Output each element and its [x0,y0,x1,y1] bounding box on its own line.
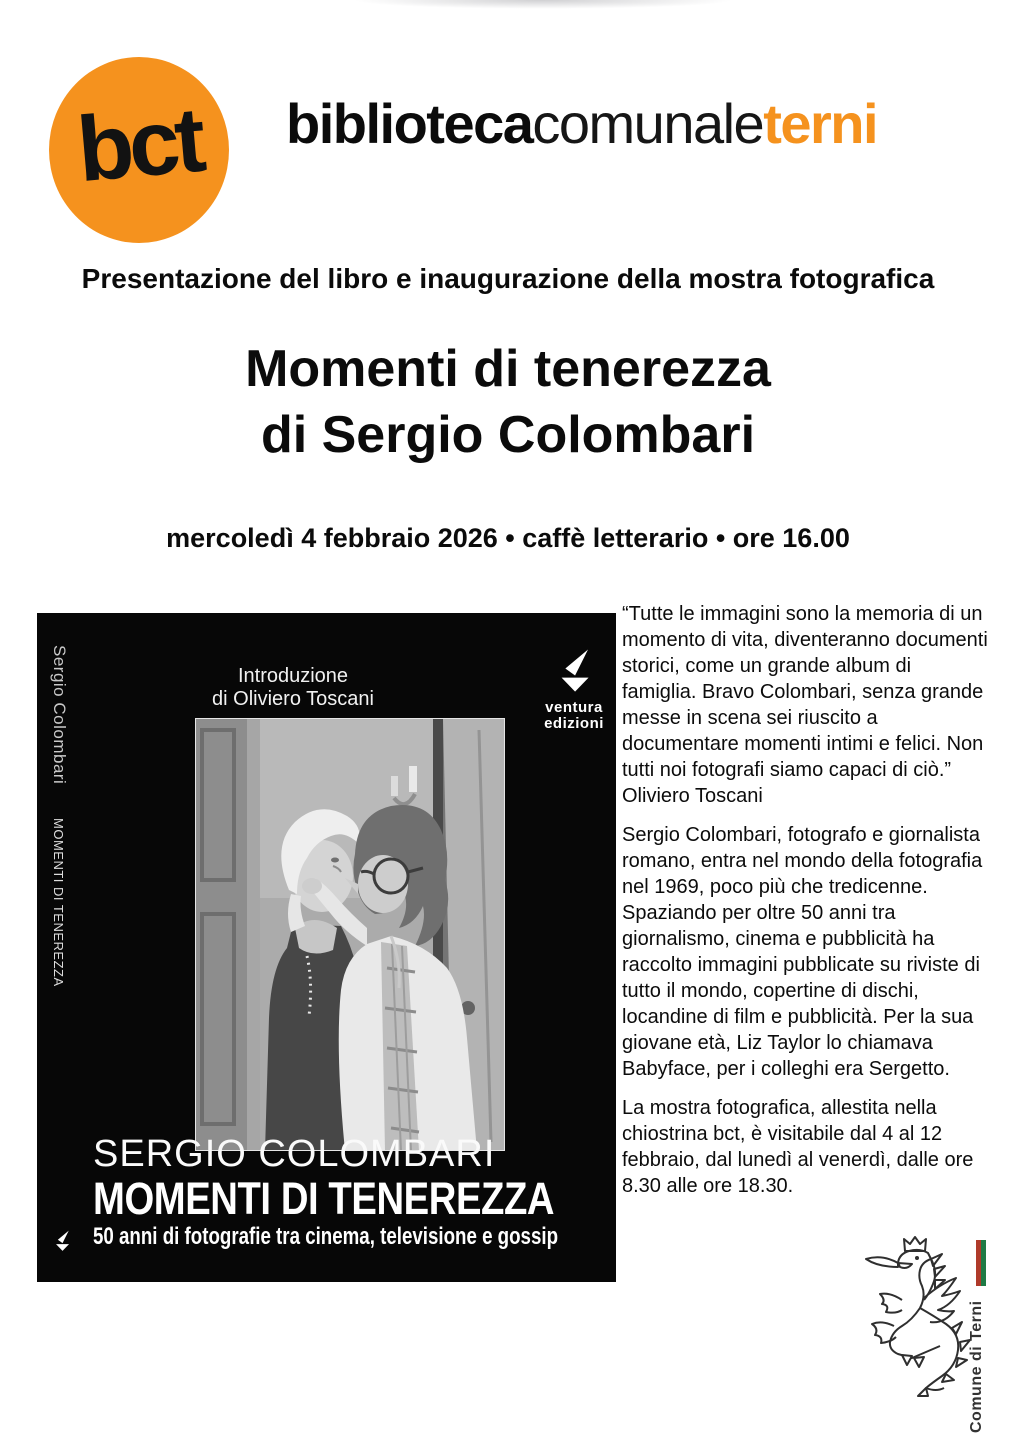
crown-icon [904,1237,926,1251]
cover-subtitle: 50 anni di fotografie tra cinema, televisione e gossip [93,1223,559,1250]
thyrus-dragon-icon [852,1234,972,1424]
red-green-flag-bar-icon [976,1240,986,1286]
publisher-name-line2: edizioni [544,715,604,732]
wordmark-terni: terni [763,92,878,155]
event-title-line2: di Sergio Colombari [260,406,756,464]
spine-author: Sergio Colombari [50,645,69,785]
cover-title: MOMENTI DI TENEREZZA [93,1173,555,1224]
bct-logo-text: bct [72,88,205,201]
event-title-line1: Momenti di tenerezza [245,340,771,398]
bct-logo [49,57,229,243]
wordmark-comunale: comunale [532,92,764,155]
ventura-mark-small-icon [49,1217,75,1263]
cover-photo-illustration [195,718,505,1151]
intro-credit-line2: di Oliviero Toscani [212,688,374,710]
wordmark-biblioteca: biblioteca [286,92,533,155]
flag-green-stripe [981,1240,986,1286]
intro-credit [165,665,421,711]
cover-author: SERGIO COLOMBARI [93,1133,496,1175]
book-cover [37,613,616,1282]
ventura-edizioni-icon [547,643,601,695]
exhibition-info: La mostra fotografica, allestita nella chiostrina bct, è visitabile dal 4 al 12 febbraio, dal lunedì al venerdì, dalle ore 8.30 alle ore 18.30. [622,1097,974,1197]
event-title [0,336,1016,468]
colombari-bio: Sergio Colombari, fotografo e giornalista romano, entra nel mondo della fotografia nel 1969, poco più che tredicenne. Spaziando per oltre 50 anni tra giornalismo, cinema e pubblicità ha raccolto immagini pubblicate su riviste di tutto il mondo, copertine di dischi, locandine di film e pubblicità. Per la sua giovane età, Liz Taylor lo chiamava Babyface, per i colleghi era Sergetto. [622,824,983,1080]
toscani-quote: “Tutte le immagini sono la memoria di un momento di vita, diventeranno documenti storici, come un grande album di famiglia. Bravo Colombari, senza grande messe in scena sei riuscito a documentare momenti intimi e felici. Non tutti noi fotografi siamo capaci di ciò.” Oliviero Toscani [622,603,988,807]
spine-title: MOMENTI DI TENEREZZA [51,818,66,987]
description-column [622,601,988,1212]
publisher-name-line1: ventura [545,699,603,716]
comune-di-terni-block [852,1230,1012,1434]
intro-credit-line1: Introduzione [237,665,349,687]
library-wordmark [286,94,877,154]
event-datetime: mercoledì 4 febbraio 2026 • caffè letterario • ore 16.00 [166,523,850,553]
publisher-block [535,643,613,732]
event-kicker: Presentazione del libro e inaugurazione della mostra fotografica [81,263,935,294]
scan-smudge [352,0,734,9]
comune-di-terni-label: Comune di Terni [968,1300,985,1434]
